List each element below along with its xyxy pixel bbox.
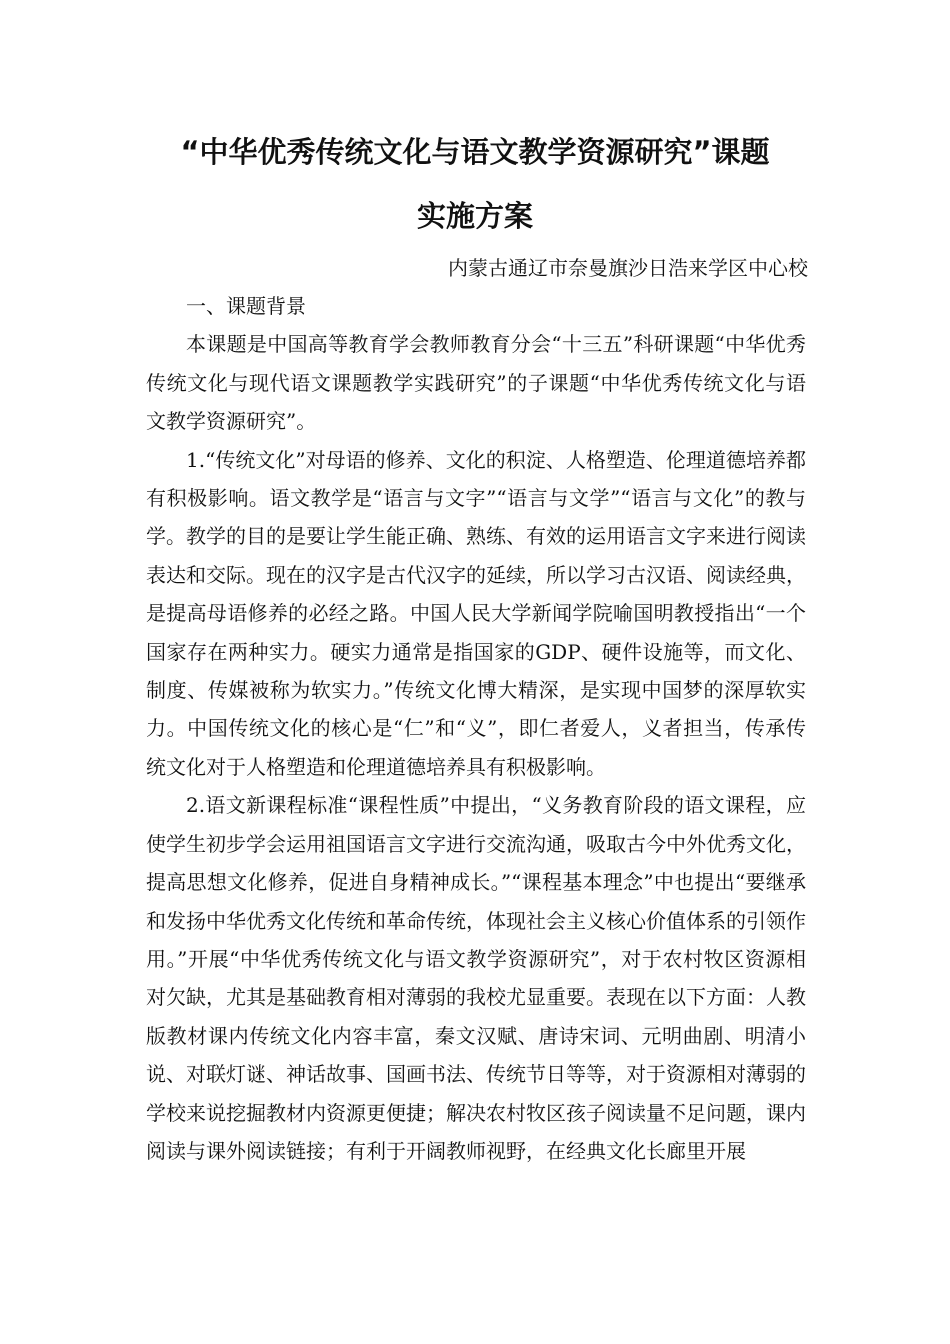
document-title-line-1: “中华优秀传统文化与语文教学资源研究”课题: [180, 135, 770, 169]
paragraph-3: 2.语文新课程标准“课程性质”中提出，“义务教育阶段的语文课程，应使学生初步学会运用祖国语言文字进行交流沟通，吸取古今中外优秀文化，提高思想文化修养，促进自身精神成长。”“课程基本理念”中也提出“要继承和发扬中华优秀文化传统和革命传统，体现社会主义核心价值体系的引领作用。”开展“中华优秀传统文化与语文教学资源研究”，对于农村牧区资源相对欠缺，尤其是基础教育相对薄弱的我校尤显重要。表现在以下方面：人教版教材课内传统文化内容丰富，秦文汉赋、唐诗宋词、元明曲剧、明清小说、对联灯谜、神话故事、国画书法、传统节日等等，对于资源相对薄弱的学校来说挖掘教材内资源更便捷；解决农村牧区孩子阅读量不足问题，课内阅读与课外阅读链接；有利于开阔教师视野，在经典文化长廊里开展: [146, 793, 806, 1163]
section-heading: 一、课题背景: [186, 294, 306, 318]
author-affiliation: 内蒙古通辽市奈曼旗沙日浩来学区中心校: [448, 256, 808, 280]
document-title-line-2: 实施方案: [416, 199, 533, 233]
paragraph-2: 1.“传统文化”对母语的修养、文化的积淀、人格塑造、伦理道德培养都有积极影响。语文教学是“语言与文字”“语言与文学”“语言与文化”的教与学。教学的目的是要让学生能正确、熟练、有效的运用语言文字来进行阅读表达和交际。现在的汉字是古代汉字的延续，所以学习古汉语、阅读经典，是提高母语修养的必经之路。中国人民大学新闻学院喻国明教授指出“一个国家存在两种实力。硬实力通常是指国家的GDP、硬件设施等，而文化、制度、传媒被称为软实力。”传统文化博大精深，是实现中国梦的深厚软实力。中国传统文化的核心是“仁”和“义”，即仁者爱人，义者担当，传承传统文化对于人格塑造和伦理道德培养具有积极影响。: [146, 447, 806, 779]
paragraph-1: 本课题是中国高等教育学会教师教育分会“十三五”科研课题“中华优秀传统文化与现代语文课题教学实践研究”的子课题“中华优秀传统文化与语文教学资源研究”。: [146, 332, 806, 434]
document-body: [146, 287, 806, 1170]
